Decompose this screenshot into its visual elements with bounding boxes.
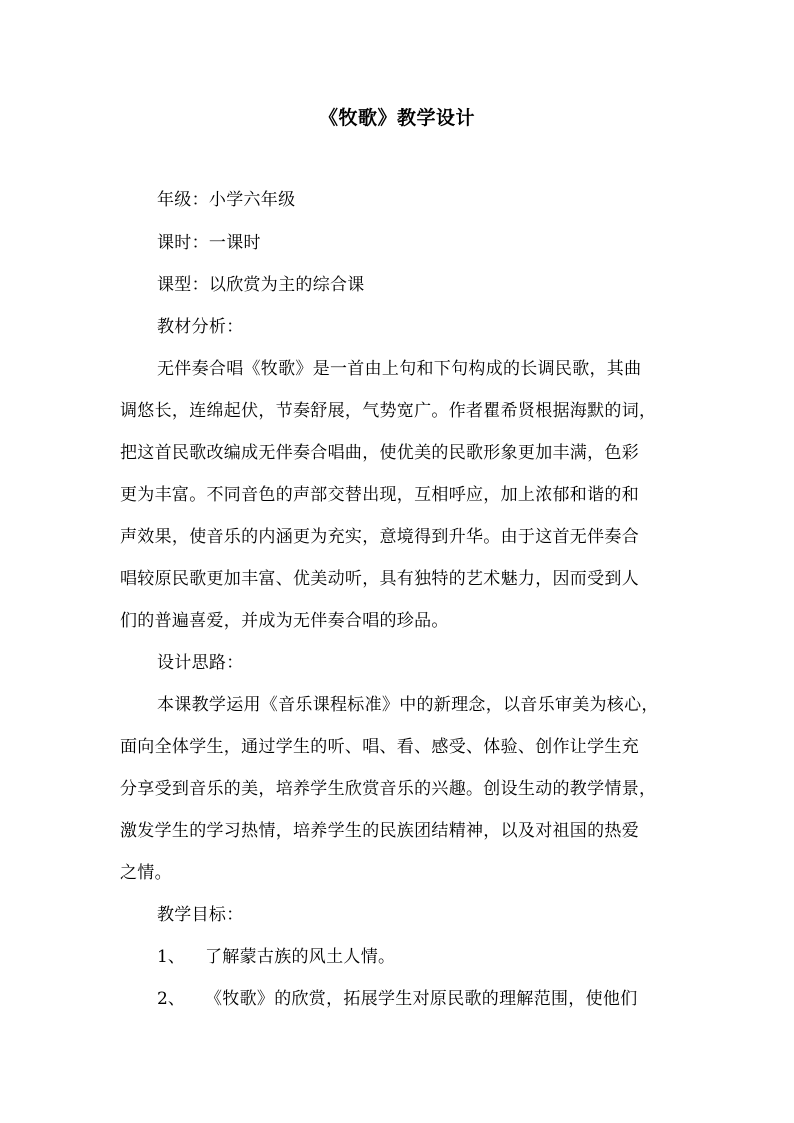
goal-number: 1、 bbox=[157, 947, 185, 967]
material-line: 声效果，使音乐的内涵更为充实，意境得到升华。由于这首无伴奏合 bbox=[120, 527, 639, 547]
meta-type: 课型：以欣赏为主的综合课 bbox=[157, 275, 365, 295]
material-line: 们的普遍喜爱，并成为无伴奏合唱的珍品。 bbox=[120, 611, 449, 631]
material-line: 无伴奏合唱《牧歌》是一首由上句和下句构成的长调民歌，其曲 bbox=[157, 359, 642, 379]
material-line: 调悠长，连绵起伏，节奏舒展，气势宽广。作者瞿希贤根据海默的词， bbox=[120, 401, 657, 421]
goal-text: 了解蒙古族的风土人情。 bbox=[205, 947, 396, 967]
goals-heading: 教学目标： bbox=[157, 905, 244, 925]
design-line: 分享受到音乐的美，培养学生欣赏音乐的兴趣。创设生动的教学情景， bbox=[120, 779, 657, 799]
material-line: 把这首民歌改编成无伴奏合唱曲，使优美的民歌形象更加丰满，色彩 bbox=[120, 443, 639, 463]
design-line: 本课教学运用《音乐课程标准》中的新理念，以音乐审美为核心， bbox=[157, 695, 659, 715]
design-line: 激发学生的学习热情，培养学生的民族团结精神，以及对祖国的热爱 bbox=[120, 821, 639, 841]
material-line: 更为丰富。不同音色的声部交替出现，互相呼应，加上浓郁和谐的和 bbox=[120, 485, 639, 505]
goal-number: 2、 bbox=[157, 989, 185, 1009]
meta-period: 课时：一课时 bbox=[157, 233, 261, 253]
meta-grade: 年级：小学六年级 bbox=[157, 190, 296, 210]
design-line: 面向全体学生，通过学生的听、唱、看、感受、体验、创作让学生充 bbox=[120, 737, 639, 757]
material-line: 唱较原民歌更加丰富、优美动听，具有独特的艺术魅力，因而受到人 bbox=[120, 569, 639, 589]
design-heading: 设计思路： bbox=[157, 653, 244, 673]
goal-text: 《牧歌》的欣赏，拓展学生对原民歌的理解范围，使他们 bbox=[205, 989, 638, 1009]
document-title: 《牧歌》教学设计 bbox=[318, 107, 475, 129]
material-heading: 教材分析： bbox=[157, 317, 244, 337]
design-line: 之情。 bbox=[120, 863, 172, 883]
